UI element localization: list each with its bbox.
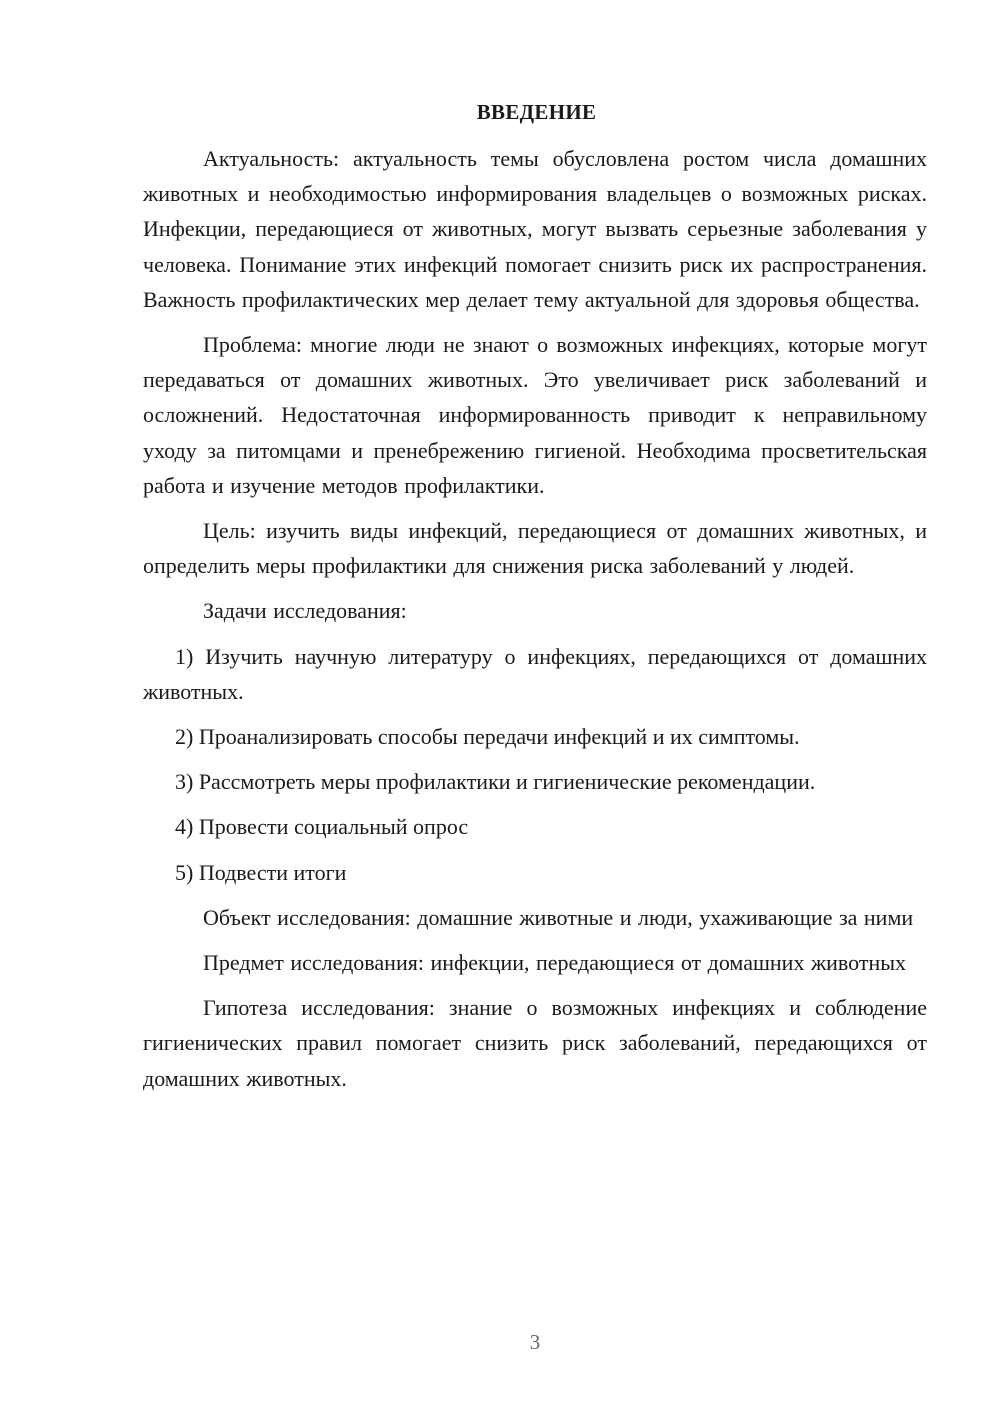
page-number: 3 xyxy=(529,1330,541,1354)
task-item: 3) Рассмотреть меры профилактики и гигиенические рекомендации. xyxy=(175,769,816,795)
task-item: 4) Провести социальный опрос xyxy=(175,814,469,840)
page-body xyxy=(143,96,927,1106)
task-item: 5) Подвести итоги xyxy=(175,859,347,885)
page-title: ВВЕДЕНИЕ xyxy=(476,100,597,124)
goal-paragraph: Цель: изучить виды инфекций, передающиеся от домашних животных, и определить меры профилактики для снижения риска заболеваний у людей. xyxy=(143,518,927,579)
tasks-list xyxy=(143,639,927,890)
hypothesis-paragraph: Гипотеза исследования: знание о возможных инфекциях и соблюдение гигиенических правил помогает снизить риск заболеваний, передающихся от домашних животных. xyxy=(143,995,927,1091)
task-item: 1) Изучить научную литературу о инфекциях, передающихся от домашних животных. xyxy=(143,643,927,704)
tasks-heading: Задачи исследования: xyxy=(203,598,407,624)
object-paragraph: Объект исследования: домашние животные и люди, ухаживающие за ними xyxy=(203,904,914,930)
subject-paragraph: Предмет исследования: инфекции, передающиеся от домашних животных xyxy=(203,950,907,976)
task-item: 2) Проанализировать способы передачи инфекций и их симптомы. xyxy=(175,724,800,750)
problem-paragraph: Проблема: многие люди не знают о возможных инфекциях, которые могут передаваться от домашних животных. Это увеличивает риск заболеваний и осложнений. Недостаточная информированность приводит к неправильному уходу за питомцами и пренебрежению гигиеной. Необходима просветительская работа и изучение методов профилактики. xyxy=(143,332,927,498)
relevance-paragraph: Актуальность: актуальность темы обусловлена ростом числа домашних животных и необходимостью информирования владельцев о возможных рисках. Инфекции, передающиеся от животных, могут вызвать серьезные заболевания у человека. Понимание этих инфекций помогает снизить риск их распространения. Важность профилактических мер делает тему актуальной для здоровья общества. xyxy=(143,146,927,312)
